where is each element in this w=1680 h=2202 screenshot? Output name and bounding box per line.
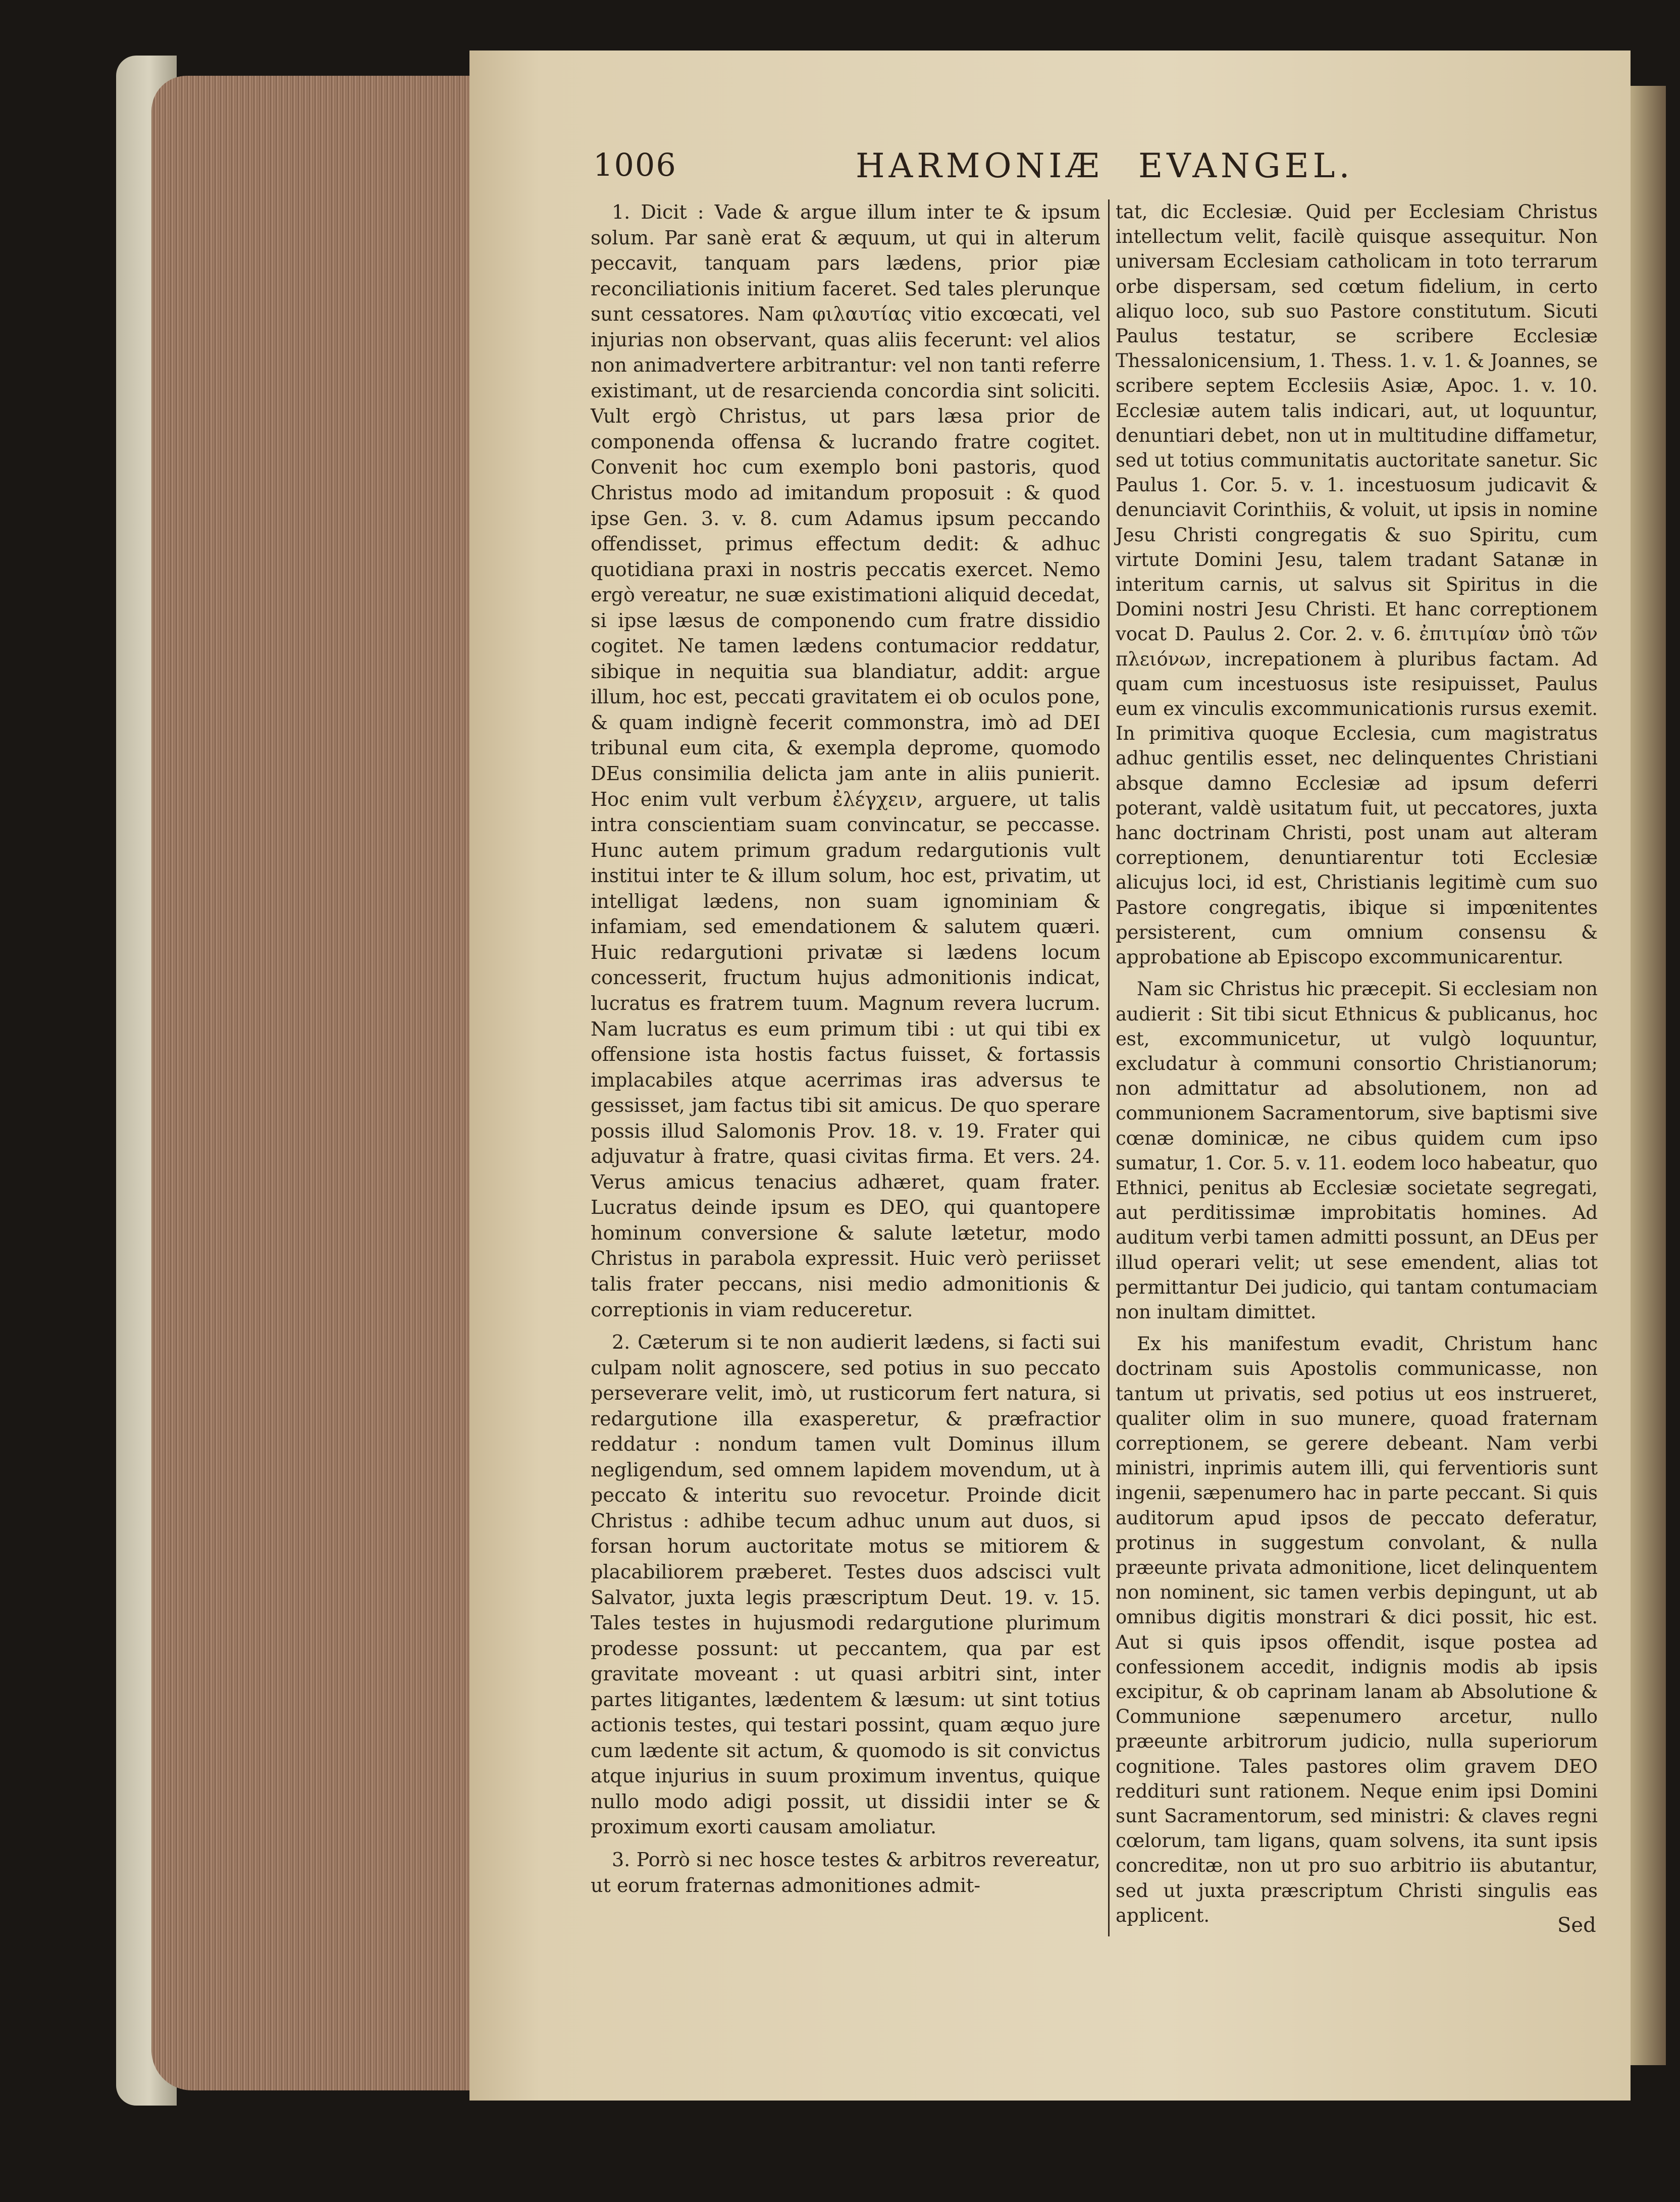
page-fore-edge (151, 76, 475, 2090)
paragraph-1: 1. Dicit : Vade & argue illum inter te & ipsum solum. Par sanè erat & æquum, ut qui in alterum peccavit, tanquam pars lædens, prior piæ reconciliationis initium faceret. Sed tales plerunque sunt cessatores. Nam φιλαυτίας vitio excœcati, vel injurias non observant, quas aliis fecerunt: vel alios non animadvertere arbitrantur: vel non tanti referre existimant, ut de resarcienda concordia sint soliciti. Vult ergò Christus, ut pars læsa prior de componenda offensa & lucrando fratre cogitet. Convenit hoc cum exemplo boni pastoris, quod Christus modo ad imitandum proposuit : & quod ipse Gen. 3. v. 8. cum Adamus ipsum peccando offendisset, primus effectum dedit: & adhuc quotidiana praxi in nostris peccatis exercet. Nemo ergò vereatur, ne suæ existimationi aliquid decedat, si ipse læsus de componendo cum fratre dissidio cogitet. Ne tamen lædens contumacior reddatur, sibique in nequitia sua blandiatur, addit: argue illum, hoc est, peccati gravitatem ei ob oculos pone, & quam indignè fecerit commonstra, imò ad DEI tribunal eum cita, & exempla deprome, quomodo DEus consimilia delicta jam ante in aliis punierit. Hoc enim vult verbum ἐλέγχειν, arguere, ut talis intra conscientiam suam convincatur, se peccasse. Hunc autem primum gradum redargutionis vult institui inter te & illum solum, hoc est, privatim, ut intelligat lædens, non suam ignominiam & infamiam, sed emendationem & salutem quæri. Huic redargutioni privatæ si lædens locum concesserit, fructum hujus admonitionis indicat, lucratus es fratrem tuum. Magnum revera lucrum. Nam lucratus es eum primum tibi : ut qui tibi ex offensione ista hostis factus fuisset, & fortassis implacabiles atque acerrimas iras adversus te gessisset, jam factus tibi sit amicus. De quo sperare possis illud Salomonis Prov. 18. v. 19. Frater qui adjuvatur à fratre, quasi civitas firma. Et vers. 24. Verus amicus tenacius adhæret, quam frater. Lucratus deinde ipsum es DEO, qui quantopere hominum conversione & salute lætetur, modo Christus in parabola expressit. Huic verò periisset talis frater peccans, nisi medio admonitionis & correptionis in viam reduceretur. (591, 201, 1100, 1321)
facing-page-edge (1631, 86, 1666, 2065)
catchword: Sed (1557, 1914, 1596, 1937)
column-rule (1108, 199, 1110, 1936)
page-header (593, 146, 1593, 202)
running-title-right: EVANGEL. (1138, 146, 1354, 185)
paragraph-conclusion: Ex his manifestum evadit, Christum hanc doctrinam suis Apostolis communicasse, non tantum ut privatis, sed potius ut eos instrueret, qualiter olim in suo munere, quoad fraternam correptionem, se gerere debeant. Nam verbi ministri, inprimis autem illi, qui ferventioris sunt ingenii, sæpenumero hac in parte peccant. Si quis auditorum apud ipsos de peccato deferatur, protinus in suggestum convolant, & nulla præeunte privata admonitione, licet delinquentem non nominent, sic tamen verbis depingunt, ut ab omnibus digitis monstrari & dici possit, hic est. Aut si quis ipsos offendit, isque postea ad confessionem accedit, indignis modis ab ipsis excipitur, & ob caprinam lanam ab Absolutione & Communione sæpenumero arcetur, nullo præeunte arbitrorum judicio, nulla superiorum cognitione. Tales pastores olim gravem DEO reddituri sunt rationem. Neque enim ipsi Domini sunt Sacramentorum, sed ministri: & claves regni cœlorum, tam ligans, quam solvens, ita sunt ipsis concreditæ, non ut pro suo arbitrio iis abutantur, sed ut juxta præscriptum Christi singulis eas applicent. (1116, 1333, 1598, 1926)
page-number: 1006 (593, 146, 677, 183)
paragraph-3: 3. Porrò si nec hosce testes & arbitros revereatur, ut eorum fraternas admonitiones admit- (591, 1849, 1100, 1897)
right-text-column (1116, 199, 1598, 1928)
left-text-column (591, 199, 1100, 1898)
running-title-left: HARMONIÆ (856, 146, 1104, 185)
paragraph-2: 2. Cæterum si te non audierit lædens, si facti sui culpam nolit agnoscere, sed potius in suo peccato perseverare velit, imò, ut rusticorum fert natura, si redargutione illa exasperetur, & præfractior reddatur : nondum tamen vult Dominus illum negligendum, sed omnem lapidem movendum, ut à peccato & interitu suo revocetur. Proinde dicit Christus : adhibe tecum adhuc unum aut duos, si forsan horum auctoritate motus se mitiorem & placabiliorem præberet. Testes duos adscisci vult Salvator, juxta legis præscriptum Deut. 19. v. 15. Tales testes in hujusmodi redargutione plurimum prodesse possunt: ut peccantem, qua par est gravitate moveant : ut quasi arbitri sint, inter partes litigantes, lædentem & læsum: ut sint totius actionis testes, qui testari possint, quam æquo jure cum lædente sit actum, & quomodo is sit convictus atque injurius in suum proximum inventus, quique nullo modo adigi possit, ut dissidii inter se & proximum exorti causam amoliatur. (591, 1331, 1100, 1838)
paragraph-continuation: tat, dic Ecclesiæ. Quid per Ecclesiam Christus intellectum velit, facilè quisque assequitur. Non universam Ecclesiam catholicam in toto terrarum orbe dispersam, sed cœtum fidelium, in certo aliquo loco, sub suo Pastore constitutum. Sicuti Paulus testatur, se scribere Ecclesiæ Thessalonicensium, 1. Thess. 1. v. 1. & Joannes, se scribere septem Ecclesiis Asiæ, Apoc. 1. v. 10. Ecclesiæ autem talis indicari, aut, ut loquuntur, denuntiari debet, non ut in multitudine diffametur, sed ut totius communitatis auctoritate sanetur. Sic Paulus 1. Cor. 5. v. 1. incestuosum judicavit & denunciavit Corinthiis, & voluit, ut ipsis in nomine Jesu Christi congregatis & suo Spiritu, cum virtute Domini Jesu, talem tradant Satanæ in interitum carnis, ut salvus sit Spiritus in die Domini nostri Jesu Christi. Et hanc correptionem vocat D. Paulus 2. Cor. 2. v. 6. ἐπιτιμίαν ὑπὸ τῶν πλειόνων, increpationem à pluribus factam. Ad quam cum incestuosus iste resipuisset, Paulus eum ex vinculis excommunicationis rursus exemit. In primitiva quoque Ecclesia, cum magistratus adhuc gentilis esset, nec delinquentes Christiani absque damno Ecclesiæ ad ipsum deferri poterant, valdè usitatum fuit, ut peccatores, juxta hanc doctrinam Christi, post unam aut alteram correptionem, denuntiarentur toti Ecclesiæ alicujus loci, id est, Christianis legitimè cum suo Pastore congregatis, ibique si impœnitentes persisterent, cum omnium consensu & approbatione ab Episcopo excommunicarentur. (1116, 201, 1598, 968)
paragraph-excommunication: Nam sic Christus hic præcepit. Si ecclesiam non audierit : Sit tibi sicut Ethnicus & publicanus, hoc est, excommunicetur, ut vulgò loquuntur, excludatur à communi consortio Christianorum; non admittatur ad absolutionem, non ad communionem Sacramentorum, sive baptismi sive cœnæ dominicæ, ne cibus quidem cum ipso sumatur, 1. Cor. 5. v. 11. eodem loco habeatur, quo Ethnici, penitus ab Ecclesiæ societate segregati, aut perditissimæ improbitatis homines. Ad auditum verbi tamen admitti possunt, an DEus per illud operari velit; ut sese emendent, alias tot permittantur Dei judicio, qui tantam contumaciam non inultam dimittet. (1116, 978, 1598, 1323)
